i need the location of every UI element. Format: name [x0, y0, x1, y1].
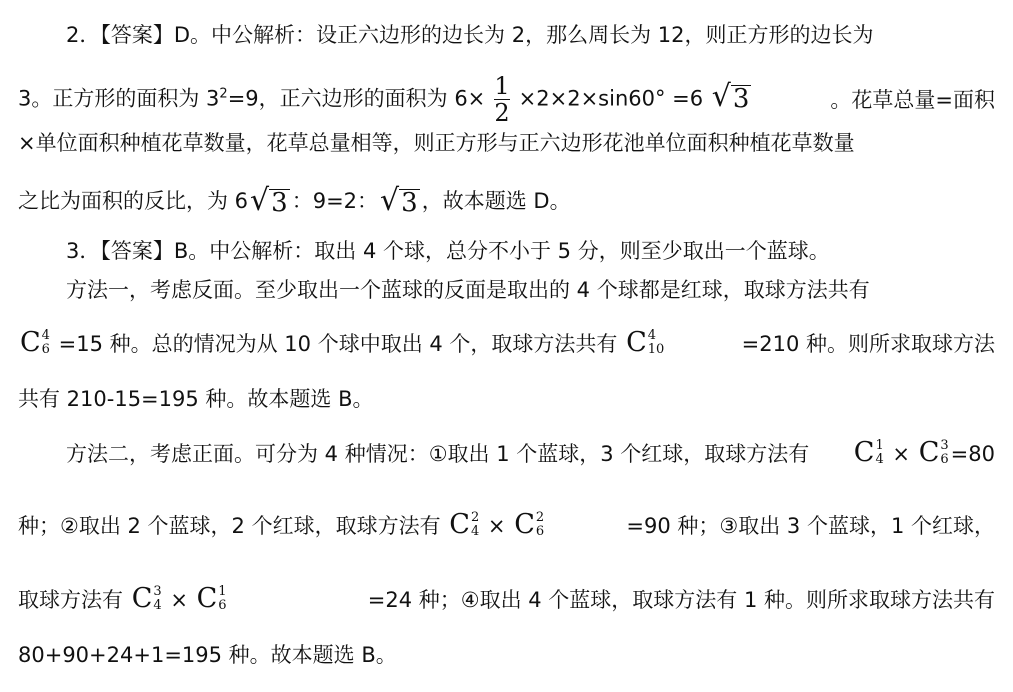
q2-answer-text: 2．【答案】D。中公解析：设正六边形的边长为 2，那么周长为 12，则正方形的边长为 [66, 23, 874, 47]
combination-c-6-4: C 4 6 [20, 327, 50, 358]
q3-total-cases-text: =15 种。总的情况为从 10 个球中取出 4 个，取球方法共有 [58, 332, 618, 356]
q3-line-8 [18, 640, 995, 670]
q2-square-area-text: 3。正方形的面积为 3 [18, 86, 220, 111]
q3-method-two-conclusion: 80+90+24+1=195 种。故本题选 B。 [18, 643, 397, 667]
q2-hexagon-area-text: =9，正六边形的面积为 6× [227, 86, 486, 111]
combination-c-4-3: C 3 4 [131, 583, 162, 614]
q3-line-6: 种；②取出 2 个蓝球，2 个红球，取球方法有 C 2 4 × C 2 6 =90 种；③取出 3 个蓝球，1 个红球， [18, 509, 995, 540]
q2-line-2 [18, 74, 995, 125]
q3-line-4 [18, 384, 995, 414]
sqrt-3: √ 3 [380, 183, 418, 218]
q3-case-two-text: 种；②取出 2 个蓝球，2 个红球，取球方法有 [18, 514, 441, 538]
q2-line-1 [66, 20, 995, 50]
sqrt-3: √ 3 [711, 78, 750, 114]
q3-case-three-method: 取球方法有 [18, 588, 123, 612]
q3-result-text: =210 种。则所求取球方法 [741, 331, 995, 356]
exponent: 2 [219, 86, 228, 102]
q3-line-2 [66, 275, 995, 305]
q2-line-3 [18, 128, 995, 158]
q3-case-one-result: =80 [950, 442, 995, 466]
q3-line-7: 取球方法有 C 3 4 × C 1 6 =24 种；④取出 4 个蓝球，取球方法有 1 种。则所求取球方法共有 [18, 583, 995, 614]
q3-method-one-text: 方法一，考虑反面。至少取出一个蓝球的反面是取出的 4 个球都是红球，取球方法共有 [66, 278, 870, 302]
combination-c-6-1: C 1 6 [196, 583, 227, 614]
sqrt-3: √ 3 [250, 183, 288, 218]
q2-conclusion-text: ，故本题选 D。 [421, 189, 571, 213]
q3-method-one-conclusion: 共有 210-15=195 种。故本题选 B。 [18, 387, 374, 411]
q3-line-3 [18, 328, 995, 359]
combination-c-4-1: C 1 4 [853, 437, 884, 468]
fraction-one-half: $\frac{1}{2}$ [494, 72, 510, 127]
q3-line-5: 方法二，考虑正面。可分为 4 种情况：①取出 1 个蓝球，3 个红球，取球方法有 C 1 4 × C 3 6 =80 [66, 437, 995, 468]
q2-product-text: ×2×2×sin60° =6 [518, 86, 704, 111]
q2-total-text: 。花草总量=面积 [830, 87, 995, 112]
q3-method-two-text: 方法二，考虑正面。可分为 4 种情况：①取出 1 个蓝球，3 个红球，取球方法有 [66, 441, 810, 466]
combination-c-6-2: C 2 6 [514, 509, 545, 540]
combination-c-10-4: C 4 10 [626, 327, 665, 358]
combination-c-4-2: C 2 4 [449, 509, 480, 540]
q2-line-4 [18, 183, 995, 218]
q2-ratio-text-2: ：9=2： [291, 189, 379, 213]
q3-case-four-text: =24 种；④取出 4 个蓝球，取球方法有 1 种。则所求取球方法共有 [367, 587, 995, 612]
q3-line-1 [66, 236, 995, 266]
q3-answer-text: 3．【答案】B。中公解析：取出 4 个球，总分不小于 5 分，则至少取出一个蓝球。 [66, 239, 830, 263]
q2-ratio-text: 之比为面积的反比，为 6 [18, 189, 249, 213]
combination-c-6-3: C 3 6 [918, 437, 949, 468]
q2-comparison-text: ×单位面积种植花草数量，花草总量相等，则正方形与正六边形花池单位面积种植花草数量 [18, 131, 855, 155]
q3-case-three-text: =90 种；③取出 3 个蓝球，1 个红球， [626, 513, 995, 538]
